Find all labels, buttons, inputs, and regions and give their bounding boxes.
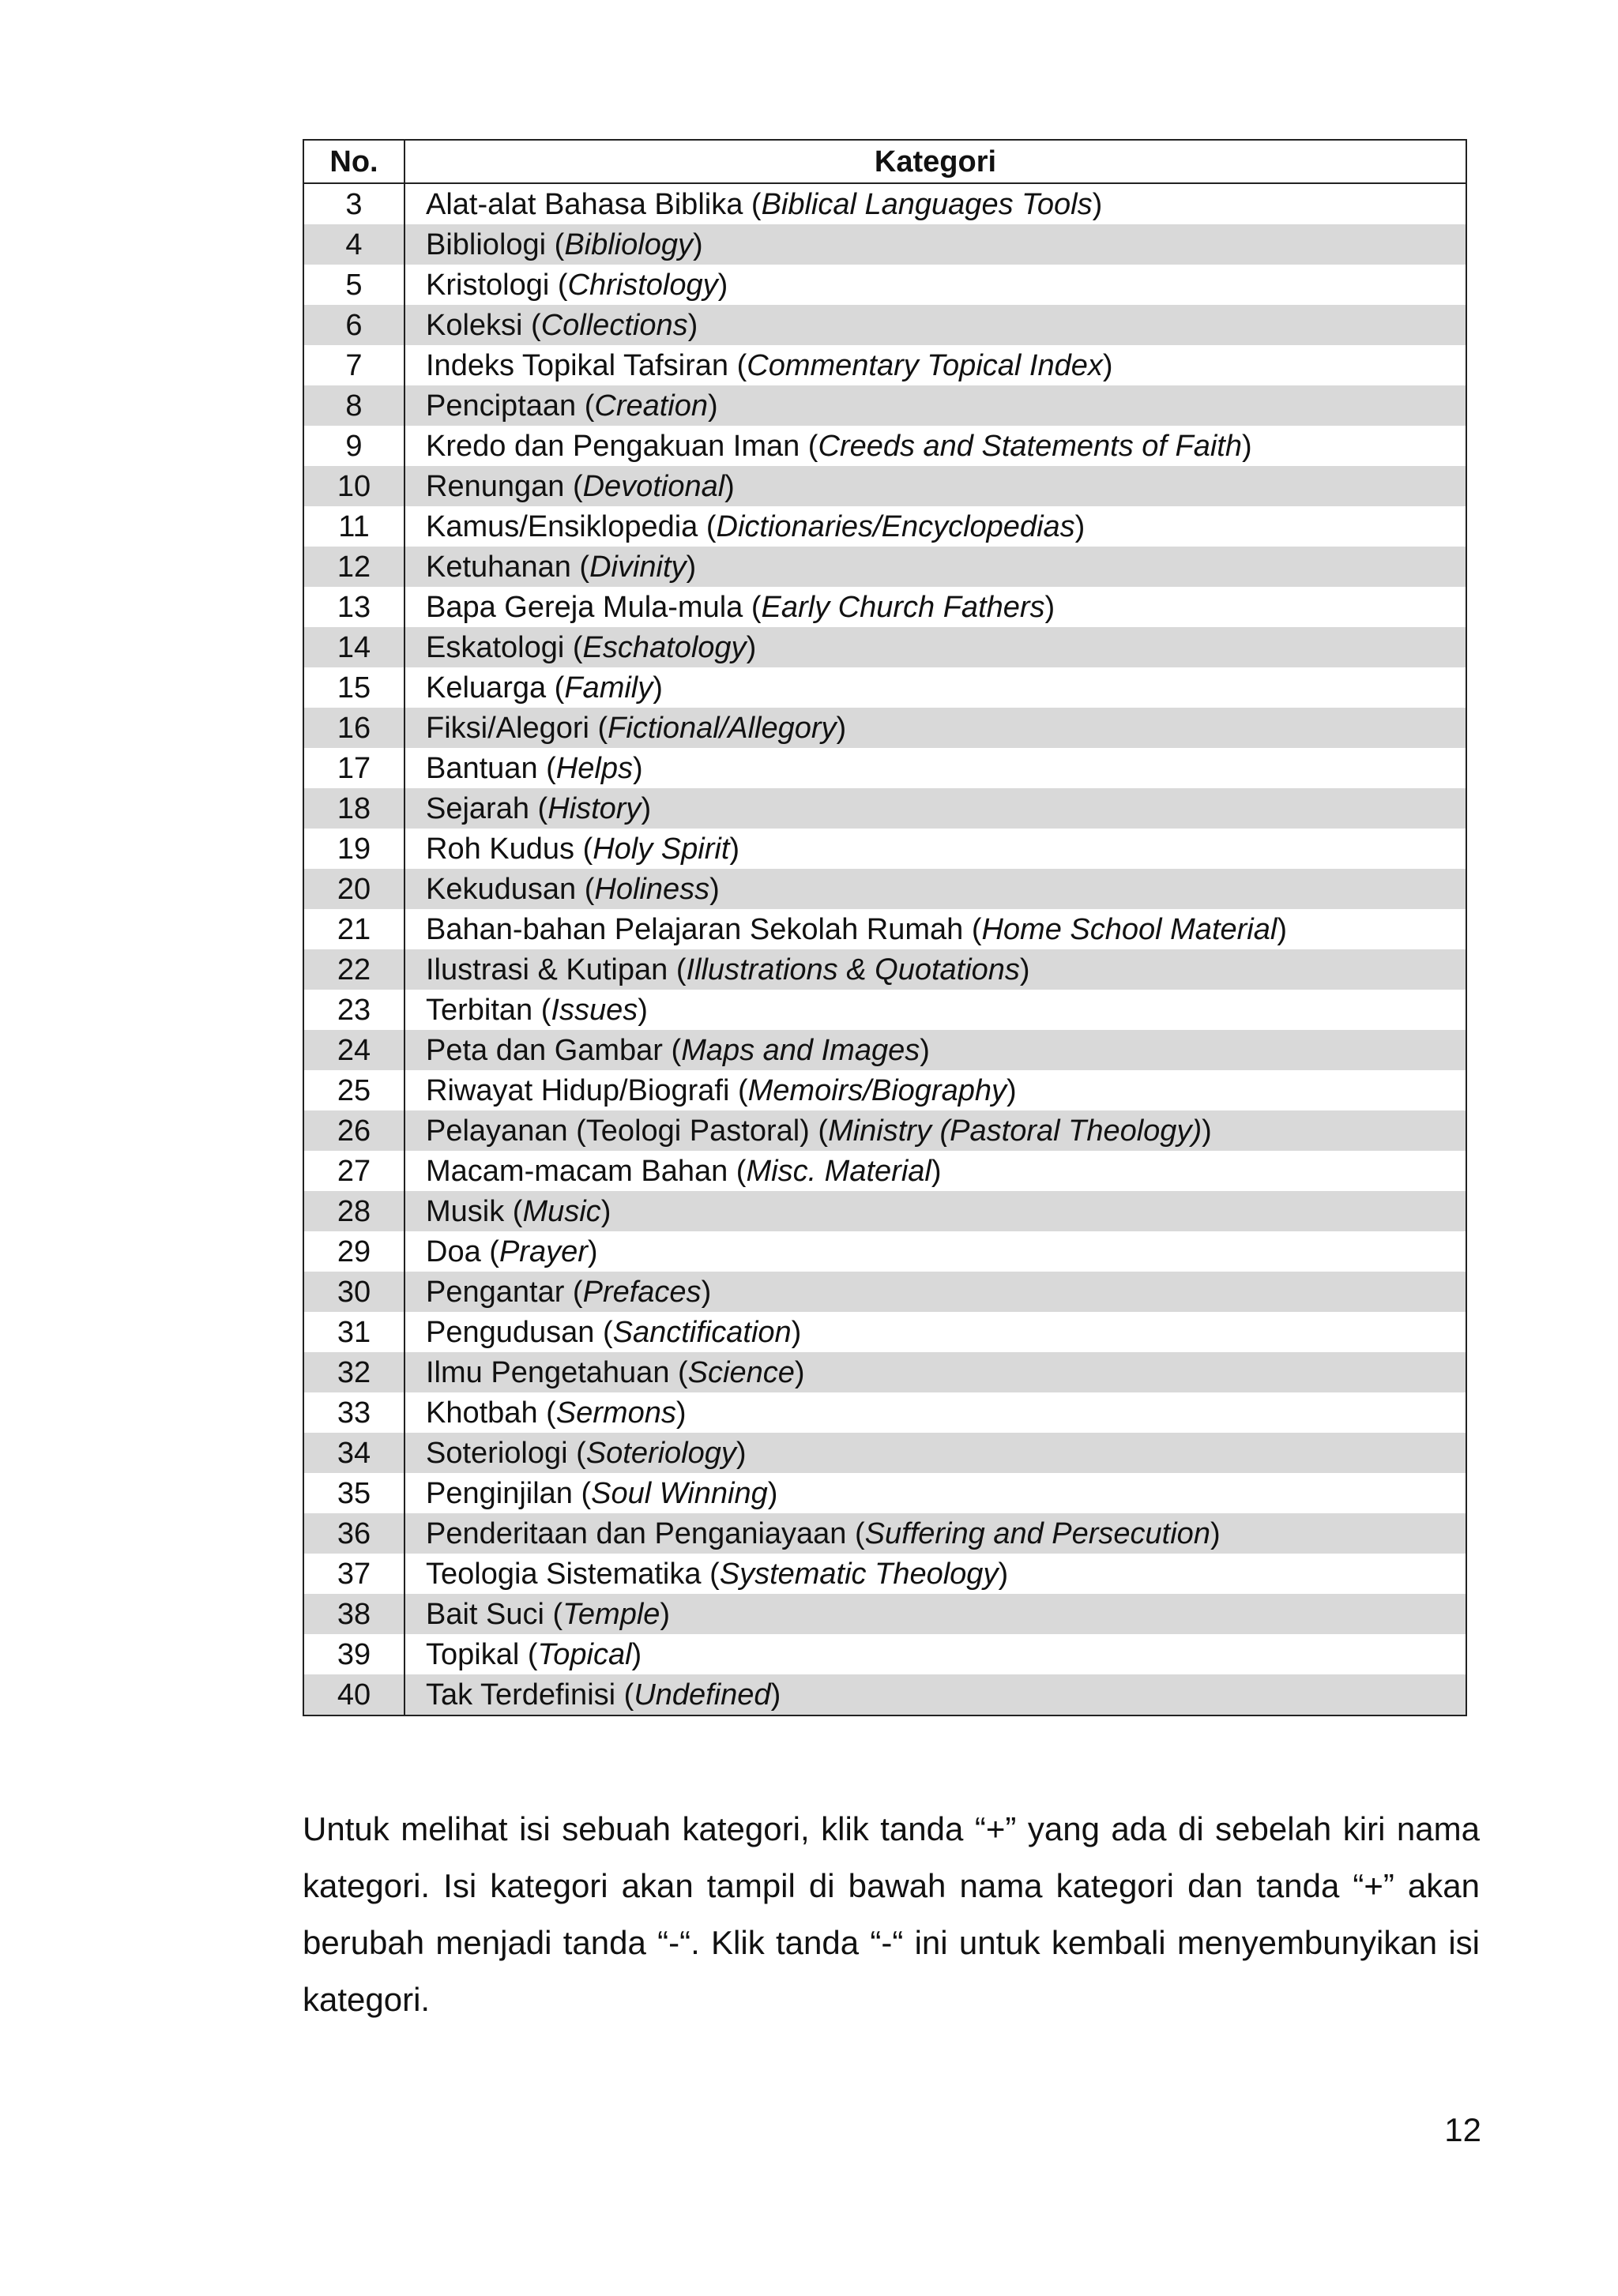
category-name-en: History [547, 791, 642, 825]
category-name-en: Soul Winning [591, 1476, 768, 1510]
category-name-en: Illustrations & Quotations [686, 953, 1020, 986]
category-name-id: Ketuhanan [426, 550, 571, 584]
category-name-en: Eschatology [582, 630, 747, 664]
table-row [303, 990, 1466, 1030]
row-number: 6 [303, 305, 404, 345]
category-name-id: Kredo dan Pengakuan Iman [426, 429, 800, 463]
row-number: 4 [303, 224, 404, 265]
table-row [303, 829, 1466, 869]
row-number: 34 [303, 1433, 404, 1473]
category-name-id: Penciptaan [426, 389, 577, 423]
category-name-en: Family [564, 671, 653, 705]
row-category: Keluarga (Family) [404, 667, 1466, 708]
row-number: 27 [303, 1151, 404, 1191]
table-header-row [303, 140, 1466, 183]
row-number: 40 [303, 1674, 404, 1715]
category-name-id: Penginjilan [426, 1476, 573, 1510]
category-name-en: Helps [555, 751, 633, 785]
table-row [303, 1513, 1466, 1554]
table-row [303, 1110, 1466, 1151]
table-row [303, 466, 1466, 506]
category-name-id: Renungan [426, 469, 565, 503]
row-number: 32 [303, 1352, 404, 1392]
row-category: Riwayat Hidup/Biografi (Memoirs/Biography) [404, 1070, 1466, 1110]
row-number: 8 [303, 385, 404, 426]
category-name-id: Pengudusan [426, 1315, 595, 1349]
row-category: Pengantar (Prefaces) [404, 1272, 1466, 1312]
table-row [303, 183, 1466, 224]
row-number: 17 [303, 748, 404, 788]
category-name-id: Bait Suci [426, 1597, 544, 1631]
row-number: 3 [303, 183, 404, 224]
row-number: 36 [303, 1513, 404, 1554]
row-category: Alat-alat Bahasa Biblika (Biblical Languages Tools) [404, 183, 1466, 224]
row-number: 10 [303, 466, 404, 506]
category-name-en: Divinity [589, 550, 687, 584]
table-row [303, 1352, 1466, 1392]
row-category: Koleksi (Collections) [404, 305, 1466, 345]
category-name-id: Bapa Gereja Mula-mula [426, 590, 743, 624]
category-name-en: Prayer [499, 1234, 588, 1268]
row-category: Kredo dan Pengakuan Iman (Creeds and Statements of Faith) [404, 426, 1466, 466]
row-number: 38 [303, 1594, 404, 1634]
category-name-id: Macam-macam Bahan [426, 1154, 728, 1188]
category-name-en: Issues [551, 993, 638, 1027]
category-name-en: Topical [537, 1637, 632, 1671]
category-name-en: Commentary Topical Index [747, 348, 1103, 382]
row-number: 7 [303, 345, 404, 385]
row-number: 39 [303, 1634, 404, 1674]
row-number: 26 [303, 1110, 404, 1151]
category-name-en: Memoirs/Biography [747, 1073, 1007, 1107]
table-row [303, 1231, 1466, 1272]
row-number: 33 [303, 1392, 404, 1433]
row-number: 31 [303, 1312, 404, 1352]
category-name-id: Kristologi [426, 268, 550, 302]
category-name-id: Peta dan Gambar [426, 1033, 663, 1067]
row-category: Khotbah (Sermons) [404, 1392, 1466, 1433]
category-name-id: Ilmu Pengetahuan [426, 1355, 670, 1389]
page-number: 12 [1444, 2111, 1481, 2148]
row-number: 28 [303, 1191, 404, 1231]
row-category: Roh Kudus (Holy Spirit) [404, 829, 1466, 869]
row-number: 18 [303, 788, 404, 829]
category-name-en: Bibliology [564, 227, 693, 261]
category-name-id: Roh Kudus [426, 832, 575, 866]
category-name-id: Pengantar [426, 1275, 565, 1309]
category-name-en: Sermons [555, 1396, 676, 1430]
row-category: Ilmu Pengetahuan (Science) [404, 1352, 1466, 1392]
category-name-en: Soteriology [585, 1436, 736, 1470]
row-number: 25 [303, 1070, 404, 1110]
row-category: Teologia Sistematika (Systematic Theology) [404, 1554, 1466, 1594]
category-name-id: Penderitaan dan Penganiayaan [426, 1516, 847, 1550]
header-kategori: Kategori [404, 140, 1466, 183]
category-name-en: Science [687, 1355, 795, 1389]
category-name-en: Undefined [634, 1678, 771, 1712]
category-name-id: Kekudusan [426, 872, 577, 906]
row-category: Bibliologi (Bibliology) [404, 224, 1466, 265]
category-name-id: Keluarga [426, 671, 547, 705]
table-row [303, 748, 1466, 788]
row-category: Topikal (Topical) [404, 1634, 1466, 1674]
category-name-id: Indeks Topikal Tafsiran [426, 348, 729, 382]
table-row [303, 1272, 1466, 1312]
category-name-en: Holiness [594, 872, 710, 906]
row-category: Pengudusan (Sanctification) [404, 1312, 1466, 1352]
category-name-id: Musik [426, 1194, 505, 1228]
row-category: Indeks Topikal Tafsiran (Commentary Topical Index) [404, 345, 1466, 385]
table-row [303, 627, 1466, 667]
category-name-en: Dictionaries/Encyclopedias [716, 509, 1075, 543]
category-name-en: Music [522, 1194, 601, 1228]
row-category: Soteriologi (Soteriology) [404, 1433, 1466, 1473]
category-name-en: Biblical Languages Tools [761, 187, 1093, 221]
category-name-en: Misc. Material [746, 1154, 931, 1188]
category-table [303, 139, 1467, 1716]
row-category: Eskatologi (Eschatology) [404, 627, 1466, 667]
table-body [303, 183, 1466, 1715]
row-number: 12 [303, 547, 404, 587]
table-row [303, 1312, 1466, 1352]
category-name-en: Fictional/Allegory [608, 711, 837, 745]
table-row [303, 587, 1466, 627]
table-row [303, 224, 1466, 265]
table-row [303, 506, 1466, 547]
row-number: 15 [303, 667, 404, 708]
row-number: 13 [303, 587, 404, 627]
row-number: 23 [303, 990, 404, 1030]
table-row [303, 1554, 1466, 1594]
table-row [303, 1473, 1466, 1513]
category-name-en: Systematic Theology [719, 1557, 999, 1591]
row-category: Peta dan Gambar (Maps and Images) [404, 1030, 1466, 1070]
row-number: 24 [303, 1030, 404, 1070]
category-name-en: Sanctification [612, 1315, 792, 1349]
category-name-en: Home School Material [981, 912, 1277, 946]
category-name-en: Christology [567, 268, 718, 302]
table-row [303, 547, 1466, 587]
row-category: Bait Suci (Temple) [404, 1594, 1466, 1634]
row-category: Terbitan (Issues) [404, 990, 1466, 1030]
row-number: 19 [303, 829, 404, 869]
table-row [303, 1392, 1466, 1433]
row-category: Kristologi (Christology) [404, 265, 1466, 305]
table-row [303, 1433, 1466, 1473]
category-name-en: Early Church Fathers [761, 590, 1045, 624]
row-category: Macam-macam Bahan (Misc. Material) [404, 1151, 1466, 1191]
row-number: 20 [303, 869, 404, 909]
category-name-id: Soteriologi [426, 1436, 568, 1470]
row-number: 30 [303, 1272, 404, 1312]
row-number: 14 [303, 627, 404, 667]
table-row [303, 1151, 1466, 1191]
instruction-paragraph: Untuk melihat isi sebuah kategori, klik tanda “+” yang ada di sebelah kiri nama kategori. Isi kategori akan tampil di bawah nama kategori dan tanda “+” akan berubah menjadi tanda “-“. Klik tanda “-“ ini untuk kembali menyembunyikan isi kategori. [303, 1810, 1480, 2018]
row-number: 11 [303, 506, 404, 547]
category-name-en: Ministry (Pastoral Theology) [828, 1114, 1202, 1148]
row-category: Tak Terdefinisi (Undefined) [404, 1674, 1466, 1715]
table-row [303, 265, 1466, 305]
row-number: 29 [303, 1231, 404, 1272]
category-name-id: Kamus/Ensiklopedia [426, 509, 698, 543]
category-name-id: Bibliologi [426, 227, 547, 261]
category-name-id: Topikal [426, 1637, 520, 1671]
category-name-id: Koleksi [426, 308, 523, 342]
category-name-en: Holy Spirit [593, 832, 730, 866]
row-category: Bantuan (Helps) [404, 748, 1466, 788]
row-category: Sejarah (History) [404, 788, 1466, 829]
row-category: Kekudusan (Holiness) [404, 869, 1466, 909]
row-category: Bapa Gereja Mula-mula (Early Church Fathers) [404, 587, 1466, 627]
row-category: Pelayanan (Teologi Pastoral) (Ministry (Pastoral Theology)) [404, 1110, 1466, 1151]
row-category: Kamus/Ensiklopedia (Dictionaries/Encyclopedias) [404, 506, 1466, 547]
category-name-id: Fiksi/Alegori [426, 711, 589, 745]
row-number: 37 [303, 1554, 404, 1594]
table-row [303, 1594, 1466, 1634]
category-name-en: Maps and Images [681, 1033, 920, 1067]
category-name-en: Collections [540, 308, 688, 342]
row-number: 16 [303, 708, 404, 748]
row-number: 9 [303, 426, 404, 466]
table-row [303, 909, 1466, 949]
category-name-id: Riwayat Hidup/Biografi [426, 1073, 730, 1107]
table-row [303, 667, 1466, 708]
category-name-id: Teologia Sistematika [426, 1557, 702, 1591]
row-category: Penderitaan dan Penganiayaan (Suffering and Persecution) [404, 1513, 1466, 1554]
category-name-en: Temple [563, 1597, 660, 1631]
table-row [303, 949, 1466, 990]
header-no: No. [303, 140, 404, 183]
row-category: Penciptaan (Creation) [404, 385, 1466, 426]
table-row [303, 345, 1466, 385]
table-row [303, 385, 1466, 426]
table-row [303, 426, 1466, 466]
table-row [303, 869, 1466, 909]
row-number: 21 [303, 909, 404, 949]
category-name-id: Bahan-bahan Pelajaran Sekolah Rumah [426, 912, 964, 946]
category-name-id: Tak Terdefinisi [426, 1678, 616, 1712]
row-category: Musik (Music) [404, 1191, 1466, 1231]
category-name-en: Suffering and Persecution [864, 1516, 1210, 1550]
category-name-id: Pelayanan (Teologi Pastoral) [426, 1114, 810, 1148]
category-name-en: Creeds and Statements of Faith [818, 429, 1242, 463]
row-category: Fiksi/Alegori (Fictional/Allegory) [404, 708, 1466, 748]
table-row [303, 708, 1466, 748]
category-name-id: Bantuan [426, 751, 538, 785]
category-name-en: Creation [594, 389, 709, 423]
row-category: Ketuhanan (Divinity) [404, 547, 1466, 587]
row-number: 35 [303, 1473, 404, 1513]
row-number: 22 [303, 949, 404, 990]
category-name-id: Doa [426, 1234, 481, 1268]
category-name-id: Sejarah [426, 791, 529, 825]
table-row [303, 1674, 1466, 1715]
table-row [303, 1191, 1466, 1231]
table-row [303, 1634, 1466, 1674]
row-category: Doa (Prayer) [404, 1231, 1466, 1272]
row-category: Penginjilan (Soul Winning) [404, 1473, 1466, 1513]
table-row [303, 305, 1466, 345]
category-name-id: Eskatologi [426, 630, 565, 664]
category-name-en: Devotional [582, 469, 725, 503]
category-name-id: Alat-alat Bahasa Biblika [426, 187, 743, 221]
row-category: Ilustrasi & Kutipan (Illustrations & Quotations) [404, 949, 1466, 990]
category-name-id: Khotbah [426, 1396, 538, 1430]
category-name-id: Terbitan [426, 993, 533, 1027]
category-name-id: Ilustrasi & Kutipan [426, 953, 668, 986]
row-category: Renungan (Devotional) [404, 466, 1466, 506]
row-category: Bahan-bahan Pelajaran Sekolah Rumah (Home School Material) [404, 909, 1466, 949]
table-row [303, 1030, 1466, 1070]
category-name-en: Prefaces [582, 1275, 702, 1309]
table-row [303, 788, 1466, 829]
table-row [303, 1070, 1466, 1110]
row-number: 5 [303, 265, 404, 305]
